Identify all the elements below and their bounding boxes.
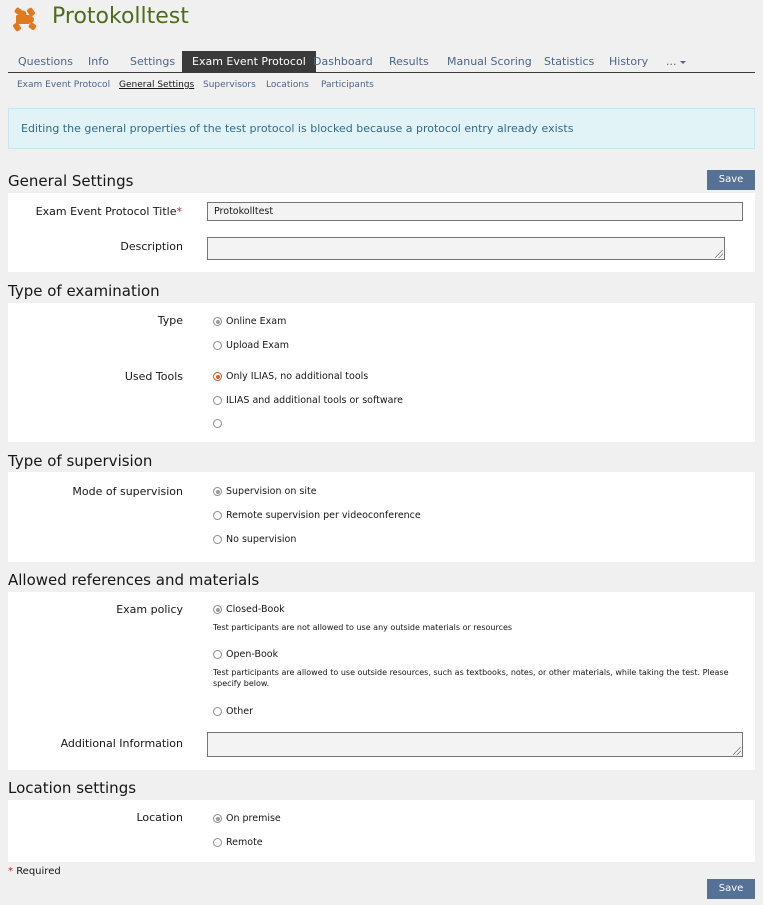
- caret-down-icon: [680, 61, 686, 64]
- subtab-exam-event-protocol[interactable]: Exam Event Protocol: [17, 80, 111, 90]
- additional-information-label: Additional Information: [60, 737, 183, 750]
- radio-icon[interactable]: [213, 341, 222, 350]
- required-note-text: Required: [16, 866, 61, 877]
- tab-more[interactable]: [656, 51, 696, 72]
- policy-option-open-book-label: Open-Book: [226, 649, 279, 660]
- materials-heading: Allowed references and materials: [8, 571, 260, 589]
- tab-manual-scoring[interactable]: Manual Scoring: [447, 55, 532, 68]
- supervision-panel: [8, 472, 755, 562]
- supervision-option-remote-label: Remote supervision per videoconference: [226, 510, 421, 521]
- page-header: [0, 0, 763, 52]
- radio-icon[interactable]: [213, 605, 222, 614]
- radio-icon[interactable]: [213, 814, 222, 823]
- location-option-on-premise-label: On premise: [226, 813, 281, 824]
- resize-grip-icon[interactable]: [715, 250, 723, 258]
- general-settings-panel: [8, 193, 755, 272]
- required-star: *: [176, 205, 182, 218]
- tools-option-ilias-additional-label: ILIAS and additional tools or software: [226, 395, 404, 406]
- supervision-option-on-site-label: Supervision on site: [226, 486, 317, 497]
- tab-questions[interactable]: Questions: [18, 55, 73, 68]
- required-note-star: *: [8, 866, 13, 877]
- examination-panel: [8, 303, 755, 442]
- tools-option-only-ilias-label: Only ILIAS, no additional tools: [226, 371, 369, 382]
- policy-option-open-book[interactable]: [213, 649, 278, 660]
- resize-grip-icon[interactable]: [733, 747, 741, 755]
- policy-option-closed-book[interactable]: [213, 604, 285, 615]
- page-title: Protokolltest: [52, 4, 189, 29]
- type-option-upload-label: Upload Exam: [226, 340, 290, 351]
- radio-icon[interactable]: [213, 650, 222, 659]
- save-button-top[interactable]: Save: [707, 170, 755, 190]
- description-textarea[interactable]: [207, 237, 725, 260]
- exam-policy-label: Exam policy: [116, 603, 183, 616]
- subtab-general-settings[interactable]: General Settings: [119, 80, 195, 90]
- radio-icon[interactable]: [213, 707, 222, 716]
- save-button-bottom[interactable]: Save: [707, 879, 755, 899]
- radio-icon[interactable]: [213, 419, 222, 428]
- type-option-upload[interactable]: [213, 340, 289, 351]
- radio-icon[interactable]: [213, 838, 222, 847]
- tab-results[interactable]: Results: [389, 55, 429, 68]
- radio-icon[interactable]: [213, 511, 222, 520]
- policy-closed-book-description: Test participants are not allowed to use any outside materials or resources: [213, 623, 513, 632]
- info-message-text: Editing the general properties of the test protocol is blocked because a protocol entry already exists: [21, 122, 574, 135]
- tab-info[interactable]: Info: [88, 55, 109, 68]
- tab-exam-event-protocol[interactable]: Exam Event Protocol: [182, 51, 316, 72]
- policy-option-other-label: Other: [226, 706, 253, 717]
- radio-icon[interactable]: [213, 396, 222, 405]
- location-option-remote-label: Remote: [226, 837, 263, 848]
- info-message: [8, 108, 755, 149]
- tools-option-only-ilias[interactable]: [213, 371, 368, 382]
- policy-open-book-description: Test participants are allowed to use outside resources, such as textbooks, notes, or other materials, while taking the test. Please specify below.: [213, 668, 729, 688]
- supervision-option-none-label: No supervision: [226, 534, 297, 545]
- additional-information-textarea[interactable]: [207, 732, 743, 757]
- supervision-option-none[interactable]: [213, 534, 296, 545]
- type-label: Type: [157, 314, 183, 327]
- location-option-on-premise[interactable]: [213, 813, 281, 824]
- used-tools-label: Used Tools: [124, 370, 183, 383]
- radio-icon[interactable]: [213, 372, 222, 381]
- radio-icon[interactable]: [213, 487, 222, 496]
- supervision-option-remote[interactable]: [213, 510, 421, 521]
- policy-option-closed-book-label: Closed-Book: [226, 604, 285, 615]
- required-note: [8, 866, 61, 877]
- policy-option-other[interactable]: [213, 706, 253, 717]
- radio-icon[interactable]: [213, 317, 222, 326]
- protocol-title-input[interactable]: Protokolltest: [207, 202, 743, 221]
- tools-option-ilias-additional[interactable]: [213, 395, 403, 406]
- protocol-title-label: [36, 205, 182, 218]
- radio-icon[interactable]: [213, 535, 222, 544]
- puzzle-icon: [12, 5, 40, 33]
- location-heading: Location settings: [8, 779, 137, 797]
- main-tabs: [8, 51, 755, 73]
- supervision-option-on-site[interactable]: [213, 486, 317, 497]
- subtab-locations[interactable]: Locations: [266, 80, 309, 90]
- materials-panel: [8, 592, 755, 770]
- tab-history[interactable]: History: [609, 55, 649, 68]
- type-option-online[interactable]: [213, 316, 286, 327]
- type-option-online-label: Online Exam: [226, 316, 287, 327]
- examination-heading: Type of examination: [8, 282, 160, 300]
- description-label: Description: [120, 240, 183, 253]
- mode-of-supervision-label: Mode of supervision: [72, 485, 183, 498]
- tools-option-other[interactable]: [213, 419, 226, 428]
- protocol-title-label-text: Exam Event Protocol Title: [35, 205, 177, 218]
- location-panel: [8, 800, 755, 862]
- location-option-remote[interactable]: [213, 837, 263, 848]
- location-label: Location: [136, 811, 183, 824]
- subtab-supervisors[interactable]: Supervisors: [203, 80, 256, 90]
- tab-statistics[interactable]: Statistics: [544, 55, 595, 68]
- supervision-heading: Type of supervision: [8, 452, 153, 470]
- tab-settings[interactable]: Settings: [130, 55, 176, 68]
- subtab-participants[interactable]: Participants: [321, 80, 374, 90]
- general-settings-heading: General Settings: [8, 172, 134, 190]
- tab-more-label: ...: [666, 55, 677, 68]
- tab-dashboard[interactable]: Dashboard: [313, 55, 373, 68]
